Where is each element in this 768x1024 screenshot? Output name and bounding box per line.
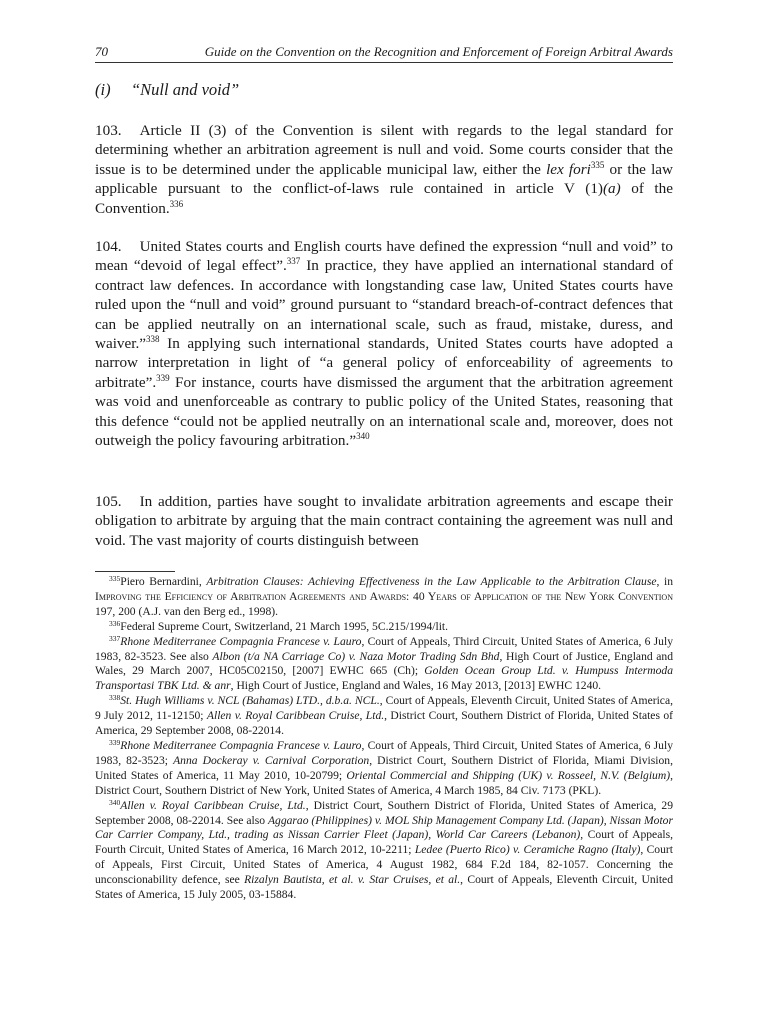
text-run: , District Court, Southern District of New York, United States of America, 4 March 1985, 84 Civ. 7173 (PKL).: [95, 768, 673, 797]
text-run: or the law applicable pursuant to the conflict-of-laws rule contained in article V (1): [95, 160, 673, 198]
paragraph-105: [95, 492, 673, 550]
footnote-text: [95, 694, 673, 737]
italic-text: Rhone Mediterranee Compagnia Francese v. Lauro: [120, 634, 362, 648]
footnote-number: 336: [109, 618, 121, 628]
text-run: In addition, parties have sought to invalidate arbitration agreements and escape their obligation to arbitrate by arguing that the main contract containing the agreement was null and void. The vast majority of courts distinguish between: [95, 493, 673, 549]
footnote-reference[interactable]: 336: [169, 198, 184, 209]
italic-text: Albon (t/a NA Carriage Co) v. Naza Motor Trading Sdn Bhd: [212, 649, 500, 663]
italic-text: Oriental Commercial and Shipping (UK) v. Rosseel, N.V. (Belgium): [346, 768, 671, 782]
footnote-text: [95, 575, 673, 618]
italic-text: Allen v. Royal Caribbean Cruise, Ltd.: [120, 798, 306, 812]
italic-text: Ledee (Puerto Rico) v. Ceramiche Ragno (Italy): [414, 843, 641, 857]
footnote-text: [120, 620, 448, 633]
footnote-336: [95, 620, 673, 635]
text-run: , Court of Appeals, Eleventh Circuit, United States of America, 15 July 2005, 03-15884.: [95, 873, 673, 902]
text-run: For instance, courts have dismissed the argument that the arbitration agreement was void and unenforceable as contrary to public policy of the United States, reasoning that this defence “could not be applied neutrally on an international scale and, moreover, does not outweigh the policy favouring arbitration.”: [95, 373, 673, 450]
footnote-number: 339: [109, 737, 121, 747]
italic-text: lex fori: [546, 160, 591, 178]
footnote-reference[interactable]: 338: [146, 334, 160, 345]
running-header: [95, 42, 673, 63]
footnote-338: [95, 694, 673, 739]
italic-text: Allen v. Royal Caribbean Cruise, Ltd.: [206, 709, 385, 723]
text-run: 197, 200 (A.J. van den Berg ed., 1998).: [95, 604, 279, 618]
italic-text: Anna Dockeray v. Carnival Corporation: [173, 753, 370, 767]
paragraph-number: 103.: [95, 122, 122, 139]
footnote-number: 337: [109, 633, 121, 643]
text-run: , District Court, Southern District of Florida, Miami Division, United States of America, 11 May 2010, 10-20799;: [95, 753, 674, 782]
paragraph-number: 105.: [95, 493, 122, 510]
footnote-number: 340: [109, 797, 121, 807]
footnote-340: [95, 799, 673, 903]
footnote-number: 338: [109, 693, 121, 703]
text-run: United States courts and English courts have defined the expression “null and void” to mean “devoid of legal effect”.: [95, 238, 673, 275]
footnotes: [95, 575, 673, 903]
text-run: , in: [656, 575, 673, 588]
section-title: “Null and void”: [131, 80, 240, 99]
footnote-text: [95, 739, 673, 797]
paragraph-text: [95, 493, 673, 549]
text-run: Piero Bernardini,: [120, 575, 207, 588]
text-run: , District Court, Southern District of Florida, United States of America, 29 September 2008, 08-22014.: [95, 709, 673, 738]
text-run: , Court of Appeals, Third Circuit, United States of America, 6 July 1983, 82-3523;: [95, 738, 673, 767]
text-run: , District Court, Southern District of Florida, United States of America, 29 September 2008, 08-22014. See also: [95, 798, 673, 827]
footnote-text: [95, 799, 673, 901]
footnote-text: [95, 635, 673, 693]
paragraph-text: [95, 122, 673, 217]
text-run: In practice, they have applied an international standard of contract law defences. In accordance with longstanding case law, United States courts have ruled upon the “null and void” ground pursuant to “standard breach-of-contract defences that can be applied neutrally on an international scale, such as fraud, mistake, duress, and waiver.”: [95, 257, 673, 353]
footnote-divider: [95, 571, 175, 572]
section-heading: [95, 80, 239, 100]
footnote-reference[interactable]: 337: [286, 256, 301, 267]
footnote-reference[interactable]: 340: [356, 431, 370, 442]
italic-text: Rhone Mediterranee Compagnia Francese v. Lauro: [120, 738, 362, 752]
footnote-337: [95, 635, 673, 695]
paragraph-number: 104.: [95, 238, 122, 255]
footnote-335: [95, 575, 673, 620]
small-caps-text: Improving the Efficiency of Arbitration Agreements and Awards: 40 Years of Application of the New York Convention: [95, 589, 673, 603]
text-run: , Court of Appeals, Fourth Circuit, United States of America, 16 March 2012, 10-2211;: [95, 828, 673, 857]
italic-text: St. Hugh Williams v. NCL (Bahamas) LTD., d.b.a. NCL.: [120, 694, 380, 708]
section-number: (i): [95, 80, 111, 99]
footnote-339: [95, 739, 673, 799]
footnote-number: 335: [109, 574, 121, 583]
italic-text: Aggarao (Philippines) v. MOL Ship Management Company Ltd. (Japan), Nissan Motor Car Carrier Company, Ltd., trading as Nissan Carrier Fleet (Japan), World Car Careers (Lebanon): [95, 813, 673, 842]
italic-text: (a): [602, 180, 621, 198]
text-run: , Court of Appeals, First Circuit, United States of America, 4 August 1982, 684 F.2d 184, 82-1057. Concerning the unconscionability defence, see: [95, 843, 673, 887]
text-run: Article II (3) of the Convention is silent with regards to the legal standard for determining whether an arbitration agreement is null and void. Some courts consider that the issue is to be determined under the applicable municipal law, either the: [95, 122, 673, 178]
footnote-reference[interactable]: 339: [156, 372, 170, 383]
italic-text: Golden Ocean Group Ltd. v. Humpuss Intermoda Transportasi TBK Ltd. & anr: [95, 664, 673, 693]
page-number: 70: [95, 44, 108, 59]
paragraph-text: [95, 238, 673, 449]
text-run: , High Court of Justice, England and Wales, 16 May 2013, [2013] EWHC 1240.: [230, 679, 602, 693]
text-run: of the Convention.: [95, 180, 673, 217]
running-title: Guide on the Convention on the Recognition and Enforcement of Foreign Arbitral Awards: [204, 44, 673, 59]
text-run: , Court of Appeals, Eleventh Circuit, United States of America, 9 July 2012, 11-12150;: [95, 694, 673, 723]
text-run: Federal Supreme Court, Switzerland, 21 March 1995, 5C.215/1994/lit.: [120, 619, 449, 633]
paragraph-103: [95, 121, 673, 218]
italic-text: Arbitration Clauses: Achieving Effectiveness in the Law Applicable to the Arbitration Clause: [206, 575, 657, 588]
paragraph-104: [95, 237, 673, 450]
italic-text: Rizalyn Bautista, et al. v. Star Cruises, et al.: [244, 873, 461, 887]
footnote-reference[interactable]: 335: [590, 159, 605, 170]
text-run: In applying such international standards, United States courts have adopted a narrow interpretation in light of “a general policy of enforceability of agreements to arbitrate”.: [95, 335, 673, 391]
text-run: , Court of Appeals, Third Circuit, United States of America, 6 July 1983, 82-3523. See also: [95, 634, 673, 663]
text-run: , High Court of Justice, England and Wales, 29 March 2007, HC05C02150, [2007] EWHC 665 (Ch);: [95, 649, 674, 678]
